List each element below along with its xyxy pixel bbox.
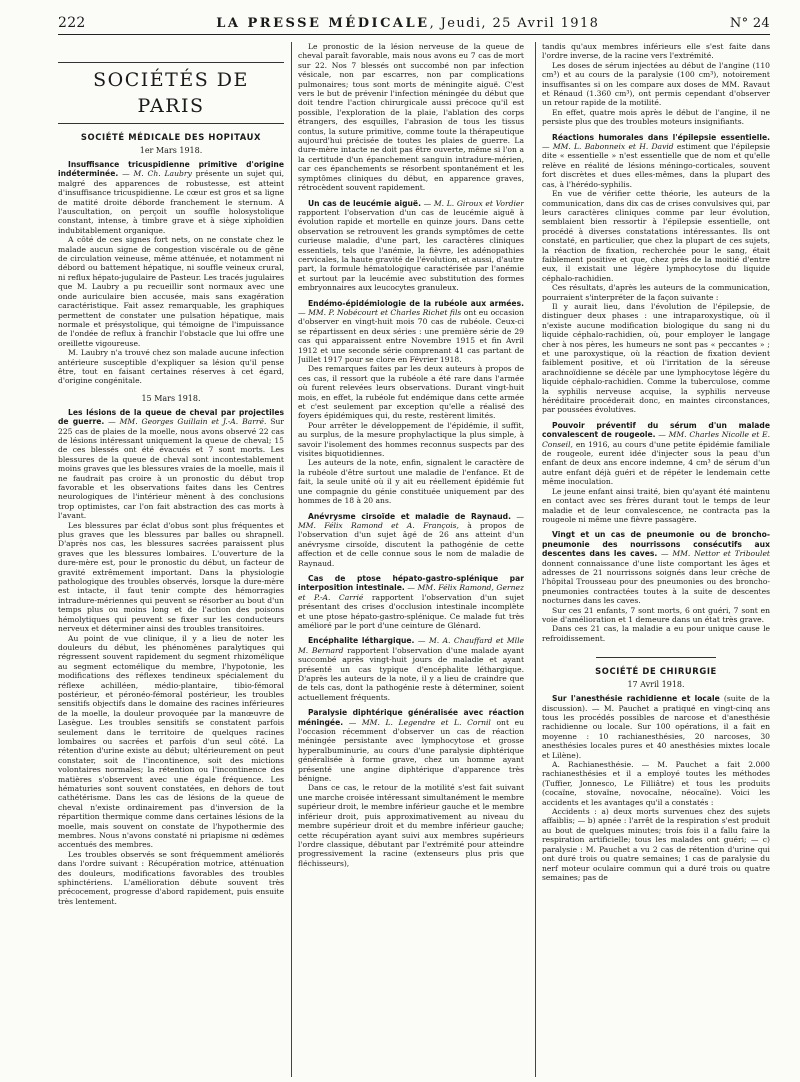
society-heading: SOCIÉTÉ DE CHIRURGIE (595, 666, 717, 677)
page-number: 222 (58, 15, 86, 31)
article-paragraph: Il y aurait lieu, dans l'évolution de l'épilepsie, de distinguer deux phases : une intraparoxystique, où il n'existe aucune modification biologique du sang ni du liquide céphalo-rachidien, où, pour employer le langage cher à nos pères, les humeurs ne sont pas « peccantes » ; et une paroxystique, où la réaction de fixation devient faiblement positive, et où l'irritation de la séreuse arachnoïdienne se décèle par une lymphocytose légère du liquide céphalo-rachidien. Comme la tuberculose, comme la syphilis nerveuse acquise, la syphilis nerveuse héréditaire procéderait donc, en maintes circonstances, par poussées évolutives. (542, 301, 770, 415)
article-title: Vingt et un cas de pneumonie ou de broncho-pneumonie des nourrissons consécutifs aux descentes dans les caves. (542, 530, 770, 559)
column-2 (298, 42, 524, 1077)
article-text: rapportent l'observation d'un sujet présentant des crises d'occlusion intestinale incomplète et une ptose hépato-gastro-splénique. Ce malade fut très amélioré par le port d'une ceinture de Glénard. (298, 592, 524, 630)
article-title: Réactions humorales dans l'épilepsie essentielle. (552, 132, 770, 142)
article-paragraph: Cas de ptose hépato-gastro-splénique par interposition intestinale. — MM. Félix Ramond, Gernez et P.-A. Carrié rapportent l'observation d'un sujet présentant des crises d'occlusion intestinale incomplète et une ptose hépato-gastro-splénique. Ce malade fut très amélioré par le port d'une ceinture de Glénard. (298, 573, 524, 630)
article-paragraph: Endémo-épidémiologie de la rubéole aux armées. — MM. P. Nobécourt et Charles Richet fils ont eu occasion d'observer en vingt-huit mois 70 cas de rubéole. Ceux-ci se répartissent en deux séries : une première série de 29 cas qui apparaissent entre Novembre 1915 et fin Avril 1912 et une seconde série comprenant 41 cas partant de Juillet 1917 pour se clore en Février 1918. (298, 298, 524, 364)
article-paragraph: En effet, quatre mois après le début de l'angine, il ne persiste plus que des troubles moteurs insignifiants. (542, 107, 770, 127)
article-paragraph: A. Rachianesthésie. — M. Pauchet a fait 2.000 rachianesthésies et il a employé toutes les méthodes (Tuffier, Jonnesco, Le Filliâtre) et tous les produits (cocaïne, stovaïne, novocaïne, néocaïne). Voici les accidents et les avantages qu'il a constatés : (542, 760, 770, 807)
society-heading: SOCIÉTÉ MÉDICALE DES HOPITAUX (80, 132, 262, 142)
article-author: M. Ch. Laubry (133, 169, 192, 179)
journal-title-line: LA PRESSE MÉDICALE, Jeudi, 25 Avril 1918 (216, 15, 600, 31)
article-paragraph: Dans ces 21 cas, la maladie a eu pour unique cause le refroidissement. (542, 624, 770, 643)
article-title: Cas de ptose hépato-gastro-splénique par interposition intestinale. (298, 573, 524, 593)
journal-name: LA PRESSE MÉDICALE (216, 15, 430, 31)
article-text: rapportent l'observation d'une malade ayant succombé après vingt-huit jours de maladie et ayant présenté un cas typique d'encéphalite léthargique. D'après les auteurs de la note, il y a lieu de craindre que de tels cas, dont la pathogénie reste à déterminer, soient actuellement fréquents. (298, 645, 524, 702)
session-date: 1er Mars 1918. (139, 146, 203, 155)
article-text: présente un sujet qui, malgré des apparences de robustesse, est atteint d'insuffisance tricuspidienne. Le cœur est gros et sa ligne de matité droite déborde franchement le sternum. A l'auscultation, on perçoit un souffle holosystolique constant, intense, à timbre grave et à siège xiphoïdien indubitablement organique. (58, 169, 284, 235)
article-paragraph: Les auteurs de la note, enfin, signalent le caractère de la rubéole d'être surtout une maladie de l'enfance. Et de fait, la seule unité où il y ait eu réellement épidémie fut une compagnie du génie constituée uniquement par des hommes de 18 à 20 ans. (298, 458, 524, 506)
article-paragraph: Paralysie diphtérique généralisée avec réaction méningée. — MM. L. Legendre et L. Cornil ont eu l'occasion récemment d'observer un cas de réaction méningée persistante avec lymphocytose et grosse hyperalbuminurie, au cours d'une paralysie diphtérique généralisée à forme grave, chez un homme ayant présenté une angine diphtérique d'apparence très bénigne. (298, 708, 524, 784)
article-author: MM. L. Legendre et L. Cornil (361, 717, 491, 727)
article-paragraph: Le pronostic de la lésion nerveuse de la queue de cheval paraît favorable, mais nous avons eu 7 cas de mort sur 22. Nos 7 blessés ont succombé non par infection vésicale, non par escarres, non par complications pulmonaires; tous sont morts de méningite aiguë. C'est vers le but de prévenir l'infection méningée du début que doit tendre l'action chirurgicale aussi précoce qu'il est possible, l'exploration de la plaie, l'ablation des corps étrangers, des esquilles, l'abrasion de tous les tissus contus, la suture primitive, comme toute la thérapeutique aujourd'hui précisée de toutes les plaies de guerre. La dure-mère intacte ne doit pas être ouverte, même si l'on a la certitude d'un épanchement sanguin intradure-mérien, car ces épanchements se résorbent spontanément et les symptômes cliniques du début, en apparence graves, rétrocèdent souvent rapidement. (298, 42, 524, 193)
article-paragraph: Insuffisance tricuspidienne primitive d'origine indéterminée. — M. Ch. Laubry présente un sujet qui, malgré des apparences de robustesse, est atteint d'insuffisance tricuspidienne. Le cœur est gros et sa ligne de matité droite déborde franchement le sternum. A l'auscultation, on perçoit un souffle holosystolique constant, intense, à timbre grave et à siège xiphoïdien indubitablement organique. (58, 160, 284, 235)
article-paragraph: Les troubles observés se sont fréquemment améliorés dans l'ordre suivant : Récupération motrice, atténuation des douleurs, modifications favorables des troubles sphinctériens. L'amélioration débute souvent très précocement, progresse d'abord rapidement, puis ensuite très lentement. (58, 849, 284, 906)
article-paragraph: Au point de vue clinique, il y a lieu de noter les douleurs du début, les phénomènes paralytiques qui régressent souvent rapidement du segment rhizomélique au segment ectomélique du membre, l'hypotonie, les modifications des réflexes tendineux spécialement du réflexe achilléen, médio-plantaire, tibio-fémoral postérieur, et péronéo-fémoral postérieur, les troubles sensitifs objectifs dans le domaine des racines inférieures de la moelle, la douleur provoquée par la manœuvre de Lasègue. Les troubles sensitifs se constatent parfois seulement dans le territoire de quelques racines lombaires ou sacrées et parfois d'un seul côté. La rétention d'urine existe au début; ultérieurement on peut constater, soit de l'incontinence, soit des mictions volontaires normales; la rétention ou l'incontinence des matières s'observent avec une égale fréquence. Les hématuries sont souvent constatées, en dehors de tout cathétérisme. Dans les cas de lésions de la queue de cheval n'existe ordinairement pas d'inversion de la répartition thermique comme dans certaines lésions de la moelle, mais souvent on constate de l'hypothermie des membres. Nous n'avons constaté ni priapisme ni œdèmes accentués des membres. (58, 633, 284, 850)
article-text: Sur 225 cas de plaies de la moelle, nous avons observé 22 cas de lésions intéressant uniquement la queue de cheval; 15 de ces blessés ont été évacués et 7 sont morts. Les blessures de la queue de cheval sont incontestablement moins graves que les blessures vraies de la moelle, mais il ne faudrait pas croire à un pronostic du début trop favorable et les observations faites dans les Centres neurologiques de l'intérieur mènent à des conclusions trop optimistes, car l'on fait abstraction des cas morts à l'avant. (58, 417, 284, 521)
article-author: MM. Georges Guillain et J.-A. Barré. (119, 417, 267, 427)
article-paragraph: Des remarques faites par les deux auteurs à propos de ces cas, il ressort que la rubéole a été rare dans l'armée où furent relevées leurs observations. Durant vingt-huit mois, en effet, la rubéole fut endémique dans cette armée et c'est seulement par exception qu'elle a réalisé des foyers épidémiques qui, du reste, restèrent limités. (298, 364, 524, 421)
article-paragraph: Pouvoir préventif du sérum d'un malade convalescent de rougeole. — MM. Charles Nicolle et E. Conseil, en 1916, au cours d'une petite épidémie familiale de rougeole, eurent idée d'injecter sous la peau d'un enfant de deux ans encore indemne, 4 cm³ de sérum d'un autre enfant déjà guéri et de répéter le lendemain cette même inoculation. (542, 420, 770, 487)
article-paragraph: En vue de vérifier cette théorie, les auteurs de la communication, dans dix cas de crises convulsives qui, par leurs caractères cliniques comme par leur évolution, semblaient bien ressortir à l'épilepsie essentielle, ont procédé à diverses constatations intéressantes. Ils ont constaté, en particulier, que chez la plupart de ces sujets, la réaction de fixation, recherchée pour le sang, était faiblement positive et que, chez près de la moitié d'entre eux, il existait une légère lymphocytose du liquide céphalo-rachidien. (542, 189, 770, 283)
article-title: Encéphalite léthargique. (308, 636, 415, 646)
article-paragraph: Dans ce cas, le retour de la motilité s'est fait suivant une marche croisée intéressant simultanément le membre supérieur droit, le membre inférieur gauche et le membre inférieur droit, puis approximativement au niveau du membre supérieur droit et du membre inférieur gauche; cette récupération ayant suivi aux membres supérieurs l'ordre classique, débutant par l'extrémité pour atteindre progressivement la racine (extenseurs plus pris que fléchisseurs), (298, 783, 524, 868)
article-author: MM. Félix Ramond et A. François, (298, 520, 459, 530)
article-paragraph: Les doses de sérum injectées au début de l'angine (110 cm³) et au cours de la paralysie (100 cm³), notoirement insuffisantes si on les compare aux doses de MM. Ravaut et Rénaud (1.360 cm³), ont permis cependant d'observer un retour rapide de la motilité. (542, 60, 770, 108)
article-text: estiment que l'épilepsie dite « essentielle » n'est essentielle que de nom et qu'elle relève en réalité de lésions méningo-corticales, souvent fort discrètes et dues elles-mêmes, dans la plupart des cas, à l'hérédo-syphilis. (542, 142, 770, 189)
article-title: Insuffisance tricuspidienne primitive d'origine indéterminée. (58, 160, 284, 179)
article-author: MM. L. Babonneix et H. David (552, 142, 674, 152)
column-3 (542, 42, 770, 1077)
article-paragraph: Anévrysme cirsoïde et maladie de Raynaud. — MM. Félix Ramond et A. François, à propos de l'observation d'un sujet âgé de 26 ans atteint d'un anévrysme cirsoïde, discutent la pathogénie de cette affection et de celle connue sous le nom de maladie de Raynaud. (298, 511, 524, 568)
article-title: Sur l'anesthésie rachidienne et locale (552, 694, 720, 704)
article-paragraph: Les blessures par éclat d'obus sont plus fréquentes et plus graves que les blessures par balles ou shrapnell. D'après nos cas, les blessures sacrées paraissent plus graves que les blessures lombaires. L'ouverture de la dure-mère est, pour le pronostic du début, un facteur de gravité extrêmement important. Dans la physiologie pathologique des troubles observés, lorsque la dure-mère est intacte, il faut tenir compte des hémorragies intradure-mériennes qui peuvent se résorber au bout d'un temps plus ou moins long et de l'action des poisons hémolytiques qui peuvent se fixer sur les conducteurs nerveux et déterminer ainsi des troubles transitoires. (58, 520, 284, 634)
session-date: 17 Avril 1918. (627, 680, 685, 690)
article-author: M. L. Giroux et Vordier (433, 198, 524, 208)
article-title: Anévrysme cirsoïde et maladie de Raynaud. (308, 511, 511, 521)
article-text: ont eu occasion d'observer en vingt-huit mois 70 cas de rubéole. Ceux-ci se répartissent en deux séries : une première série de 29 cas qui apparaissent entre Novembre 1915 et fin Avril 1912 et une seconde série comprenant 41 cas partant de Juillet 1917 pour se clore en Février 1918. (298, 307, 524, 364)
article-paragraph: A côté de ces signes fort nets, on ne constate chez le malade aucun signe de congestion viscérale ou de gêne de circulation veineuse, même atténuée, et notamment ni débord ou battement hépatique, ni souffle veineux crural, ni reflux hépato-jugulaire de Pasteur. Les tracés jugulaires que M. Laubry a pu recueillir sont normaux avec une onde auriculaire bien accusée, mais sans exagération caractéristique. Fait assez remarquable, les graphiques permettent de constater une pulsation hépatique, mais normale et présystolique, qui témoigne de l'impuissance de l'ondée de reflux à franchir l'obstacle que lui offre une oreillette vigoureuse. (58, 235, 284, 348)
article-paragraph: M. Laubry n'a trouvé chez son malade aucune infection antérieure susceptible d'expliquer sa lésion qu'il pense être, tout en faisant certaines réserves à cet égard, d'origine congénitale. (58, 348, 284, 386)
article-paragraph: Le jeune enfant ainsi traité, bien qu'ayant été maintenu en contact avec ses frères durant tout le temps de leur maladie et de leur convalescence, ne contracta pas la rougeole ni même une fièvre passagère. (542, 486, 770, 524)
article-title: Endémo-épidémiologie de la rubéole aux armées. (308, 298, 524, 308)
columns (58, 42, 770, 1077)
issue-date: Jeudi, 25 Avril 1918 (440, 15, 600, 31)
article-title: Pouvoir préventif du sérum d'un malade convalescent de rougeole. (542, 420, 770, 440)
article-paragraph: Accidents : a) deux morts survenues chez des sujets affaiblis; — b) apnée : l'arrêt de la respiration s'est produit au bout de quelques minutes; trois fois il a fallu faire la respiration artificielle; tous les malades ont guéri; — c) paralysie : M. Pauchet a vu 2 cas de rétention d'urine qui ont duré trois ou quatre semaines; 1 cas de paralysie du nerf moteur oculaire commun qui a duré trois ou quatre semaines; pas de (542, 807, 770, 882)
article-text: en 1916, au cours d'une petite épidémie familiale de rougeole, eurent idée d'injecter sous la peau d'un enfant de deux ans encore indemne, 4 cm³ de sérum d'un autre enfant déjà guéri et de répéter le lendemain cette même inoculation. (542, 439, 770, 487)
section-title: SOCIÉTÉS DE PARIS (58, 62, 284, 124)
article-title: Paralysie diphtérique généralisée avec réaction méningée. (298, 708, 524, 727)
article-paragraph: Encéphalite léthargique. — M. A. Chauffard et Mlle M. Bernard rapportent l'observation d'une malade ayant succombé après vingt-huit jours de maladie et ayant présenté un cas typique d'encéphalite léthargique. D'après les auteurs de la note, il y a lieu de craindre que de tels cas, dont la pathogénie reste à déterminer, soient actuellement fréquents. (298, 636, 524, 702)
article-text: (suite de la discussion). — M. Pauchet a pratiqué en vingt-cinq ans tous les procédés possibles de narcose et d'anesthésie rachidienne ou locale. Sur 100 opérations, il a fait en moyenne : 10 rachianesthésies, 20 narcoses, 30 anesthésies locales pures et 40 anesthésies mixtes locale et Lilène). (542, 694, 770, 760)
article-paragraph: Réactions humorales dans l'épilepsie essentielle. — MM. L. Babonneix et H. David estiment que l'épilepsie dite « essentielle » n'est essentielle que de nom et qu'elle relève en réalité de lésions méningo-corticales, souvent fort discrètes et dues elles-mêmes, dans la plupart des cas, à l'hérédo-syphilis. (542, 132, 770, 189)
article-paragraph: tandis qu'aux membres inférieurs elle s'est faite dans l'ordre inverse, de la racine vers l'extrémité. (542, 42, 770, 61)
article-author: M. A. Chauffard et Mlle M. Bernard (298, 636, 524, 655)
session-date: 15 Mars 1918. (141, 393, 201, 403)
article-paragraph: Un cas de leucémie aiguë. — M. L. Giroux et Vordier rapportent l'observation d'un cas de leucémie aiguë à évolution rapide et mortelle en quinze jours. Dans cette observation se retrouvent les grands symptômes de cette curieuse maladie, d'une part, les caractères cliniques essentiels, tels que l'anémie, la fièvre, les adénopathies cervicales, la haute gravité de l'évolution, et aussi, d'autre part, la formule hématologique caractérisée par l'anémie et surtout par la leucémie avec substitution des formes embryonnaires aux leucocytes granuleux. (298, 198, 524, 293)
article-title: Les lésions de la queue de cheval par projectiles de guerre. (58, 407, 284, 427)
section-separator (596, 657, 716, 658)
header-rule (58, 34, 770, 35)
running-head (58, 12, 770, 34)
article-author: MM. Charles Nicolle et E. Conseil, (542, 430, 770, 449)
article-paragraph: Vingt et un cas de pneumonie ou de broncho-pneumonie des nourrissons consécutifs aux descentes dans les caves. — MM. Nettor et Triboulet donnent connaissance d'une liste comportant les âges et adresses de 21 nourrissons soignés dans leur crèche de l'hôpital Trousseau pour des pneumonies ou des broncho-pneumonies contractées toutes à la suite de descentes nocturnes dans les caves. (542, 530, 770, 606)
article-paragraph: Ces résultats, d'après les auteurs de la communication, pourraient s'interpréter de la façon suivante : (542, 283, 770, 302)
article-text: rapportent l'observation d'un cas de leucémie aiguë à évolution rapide et mortelle en quinze jours. Dans cette observation se retrouvent les grands symptômes de cette curieuse maladie, d'une part, les caractères cliniques essentiels, tels que l'anémie, la fièvre, les adénopathies cervicales, la haute gravité de l'évolution, et aussi, d'autre part, la formule hématologique caractérisée par l'anémie et surtout par la leucémie avec substitution des formes embryonnaires aux leucocytes granuleux. (298, 207, 524, 293)
article-text: ont eu l'occasion récemment d'observer un cas de réaction méningée persistante avec lymphocytose et grosse hyperalbuminurie, au cours d'une paralysie diphtérique généralisée à forme grave, chez un homme ayant présenté une angine diphtérique d'apparence très bénigne. (298, 717, 524, 784)
article-author: MM. P. Nobécourt et Charles Richet fils (308, 307, 462, 317)
article-title: Un cas de leucémie aiguë. (308, 198, 421, 208)
article-author: MM. Félix Ramond, Gernez et P.-A. Carrié (298, 583, 524, 602)
article-paragraph: Sur ces 21 enfants, 7 sont morts, 6 ont guéri, 7 sont en voie d'amélioration et 1 demeure dans un état très grave. (542, 605, 770, 624)
article-text: à propos de l'observation d'un sujet âgé de 26 ans atteint d'un anévrysme cirsoïde, discutent la pathogénie de cette affection et de celle connue sous le nom de maladie de Raynaud. (298, 520, 524, 568)
article-paragraph (542, 694, 770, 760)
article-text: donnent connaissance d'une liste comportant les âges et adresses de 21 nourrissons soignés dans leur crèche de l'hôpital Trousseau pour des pneumonies ou des broncho-pneumonies contractées toutes à la suite de descentes nocturnes dans les caves. (542, 558, 770, 606)
article-author: MM. Nettor et Triboulet (672, 549, 770, 559)
article-paragraph: Les lésions de la queue de cheval par projectiles de guerre. — MM. Georges Guillain et J.-A. Barré. Sur 225 cas de plaies de la moelle, nous avons observé 22 cas de lésions intéressant uniquement la queue de cheval; 15 de ces blessés ont été évacués et 7 sont morts. Les blessures de la queue de cheval sont incontestablement moins graves que les blessures vraies de la moelle, mais il ne faudrait pas croire à un pronostic du début trop favorable et les observations faites dans les Centres neurologiques de l'intérieur mènent à des conclusions trop optimistes, car l'on fait abstraction des cas morts à l'avant. (58, 407, 284, 521)
column-1 (58, 42, 284, 1077)
issue-number: N° 24 (729, 15, 770, 31)
article-paragraph: Pour arrêter le développement de l'épidémie, il suffit, au surplus, de la mesure prophylactique la plus simple, à savoir l'isolement des hommes reconnus suspects par des visites biquotidiennes. (298, 420, 524, 459)
